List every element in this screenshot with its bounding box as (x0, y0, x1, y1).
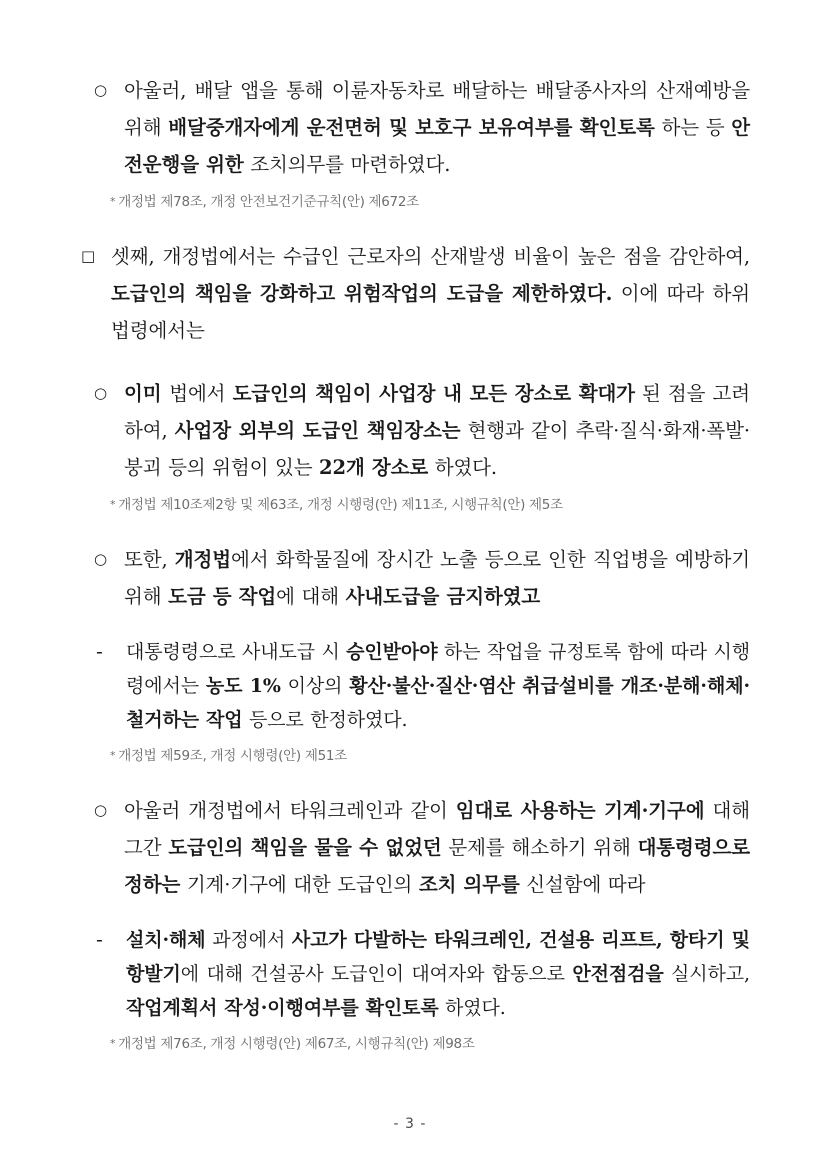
footnote-1 (80, 192, 750, 212)
dash-bullet-icon: - (96, 641, 103, 663)
paragraph-text: 대통령령으로 사내도급 시 승인받아야 하는 작업을 규정토록 함에 따라 시행령에서는 농도 1% 이상의 황산·불산·질산·염산 취급설비를 개조·분해·해체·철거하는 작업 등으로 한정하였다. (126, 641, 750, 731)
circle-bullet-icon: ○ (94, 801, 108, 819)
paragraph-text: 아울러 개정법에서 타워크레인과 같이 임대로 사용하는 기계·기구에 대해 그간 도급인의 책임을 물을 수 없었던 문제를 해소하기 위해 대통령령으로 정하는 기계·기구에 대한 도급인의 조치 의무를 신설함에 따라 (124, 799, 750, 896)
spacer (80, 766, 750, 792)
spacer (80, 1025, 750, 1034)
spacer (80, 212, 750, 238)
dash-bullet-icon: - (96, 929, 103, 951)
asterisk-icon: * (110, 195, 116, 208)
paragraph-22-places (80, 375, 750, 486)
paragraph-text: 이미 법에서 도급인의 책임이 사업장 내 모든 장소로 확대가 된 점을 고려하여, 사업장 외부의 도급인 책임장소는 현행과 같이 추락·질식·화재·폭발·붕괴 등의 위험이 있는 22개 장소로 하였다. (124, 382, 751, 479)
footnote-text: 개정법 제10조제2항 및 제63조, 개정 시행령(안) 제11조, 시행규칙(안) 제5조 (118, 497, 563, 513)
paragraph-text: 아울러, 배달 앱을 통해 이륜자동차로 배달하는 배달종사자의 산재예방을 위해 배달중개자에게 운전면허 및 보호구 보유여부를 확인토록 하는 등 안전운행을 위한 조치의무를 마련하였다. (124, 79, 750, 176)
paragraph-install-dismantle (80, 923, 750, 1025)
spacer (80, 515, 750, 541)
circle-bullet-icon: ○ (94, 550, 108, 568)
paragraph-text: 셋째, 개정법에서는 수급인 근로자의 산재발생 비율이 높은 점을 감안하여, 도급인의 책임을 강화하고 위험작업의 도급을 제한하였다. 이에 따라 하위법령에서는 (111, 245, 750, 342)
paragraph-tower-crane (80, 792, 750, 903)
footnote-text: 개정법 제59조, 개정 시행령(안) 제51조 (118, 748, 347, 764)
circle-bullet-icon: ○ (94, 384, 108, 402)
asterisk-icon: * (110, 1037, 116, 1050)
spacer (80, 737, 750, 746)
page-number: - 3 - (393, 1116, 427, 1132)
paragraph-chemical-ban (80, 541, 750, 615)
footnote-text: 개정법 제78조, 개정 안전보건기준규칙(안) 제672조 (118, 194, 419, 210)
footnote-3 (80, 746, 750, 766)
footnote-text: 개정법 제76조, 개정 시행령(안) 제67조, 시행규칙(안) 제98조 (118, 1036, 475, 1052)
paragraph-text: 설치·해체 과정에서 사고가 다발하는 타워크레인, 건설용 리프트, 항타기 및 항발기에 대해 건설공사 도급인이 대여자와 합동으로 안전점검을 실시하고, 작업계획서 작성·이행여부를 확인토록 하였다. (126, 929, 751, 1019)
circle-bullet-icon: ○ (94, 81, 108, 99)
footnote-4 (80, 1034, 750, 1054)
paragraph-delivery-app (80, 72, 750, 183)
paragraph-text: 또한, 개정법에서 화학물질에 장시간 노출 등으로 인한 직업병을 예방하기 위해 도금 등 작업에 대해 사내도급을 금지하였고 (124, 548, 750, 608)
spacer (80, 903, 750, 923)
spacer (80, 349, 750, 375)
spacer (80, 486, 750, 495)
paragraph-third-clause (80, 238, 750, 349)
square-bullet-icon: □ (81, 247, 96, 265)
asterisk-icon: * (110, 498, 116, 511)
footnote-2 (80, 495, 750, 515)
asterisk-icon: * (110, 749, 116, 762)
spacer (80, 615, 750, 635)
spacer (80, 183, 750, 192)
paragraph-acid-equipment (80, 635, 750, 737)
